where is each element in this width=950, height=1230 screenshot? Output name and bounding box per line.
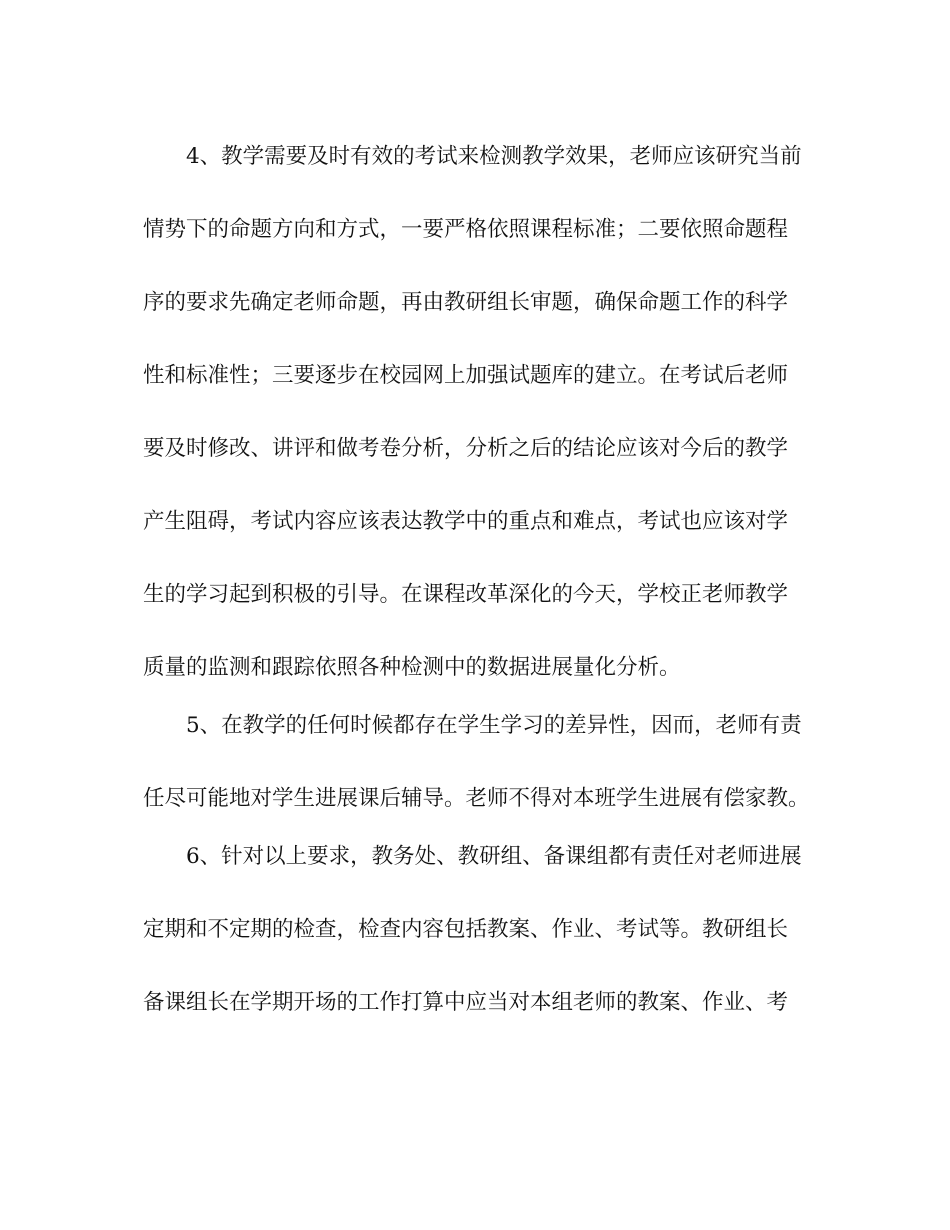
paragraph-4-line-3: 序的要求先确定老师命题，再由教研组长审题，确保命题工作的科学 — [143, 290, 789, 315]
paragraph-4-line-8: 质量的监测和跟踪依照各种检测中的数据进展量化分析。 — [143, 655, 681, 680]
paragraph-6-line-2: 定期和不定期的检查，检查内容包括教案、作业、考试等。教研组长 — [143, 917, 789, 942]
paragraph-5-line-2: 任尽可能地对学生进展课后辅导。老师不得对本班学生进展有偿家教。 — [143, 786, 810, 811]
paragraph-4-line-1: 4、教学需要及时有效的考试来检测教学效果，老师应该研究当前 — [186, 144, 802, 169]
paragraph-6-line-3: 备课组长在学期开场的工作打算中应当对本组老师的教案、作业、考 — [143, 990, 789, 1015]
paragraph-4-line-5: 要及时修改、讲评和做考卷分析，分析之后的结论应该对今后的教学 — [143, 436, 789, 461]
paragraph-4-line-2: 情势下的命题方向和方式，一要严格依照课程标准；二要依照命题程 — [143, 217, 789, 242]
paragraph-4-line-7: 生的学习起到积极的引导。在课程改革深化的今天，学校正老师教学 — [143, 582, 789, 607]
paragraph-4-line-6: 产生阻碍，考试内容应该表达教学中的重点和难点，考试也应该对学 — [143, 509, 789, 534]
paragraph-4-line-4: 性和标准性；三要逐步在校园网上加强试题库的建立。在考试后老师 — [143, 363, 789, 388]
paragraph-5-line-1: 5、在教学的任何时候都存在学生学习的差异性，因而，老师有责 — [186, 713, 802, 738]
paragraph-6-line-1: 6、针对以上要求，教务处、教研组、备课组都有责任对老师进展 — [186, 844, 802, 869]
